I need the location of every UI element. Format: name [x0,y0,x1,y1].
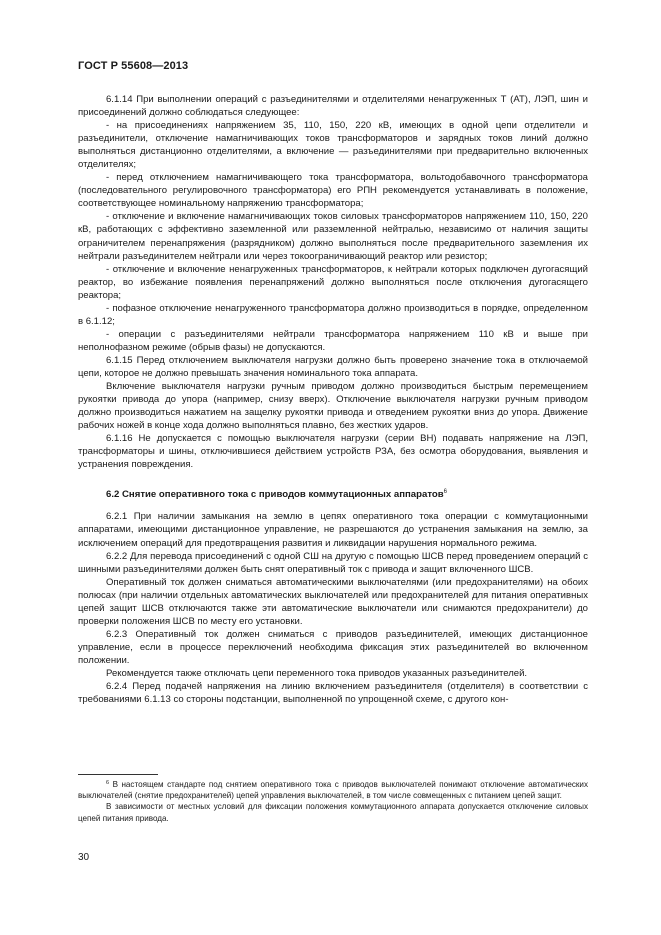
footnote-text: В настоящем стандарте под снятием оперативного тока с приводов выключателей понимают отключение автоматических выключателей (снятие предохранителей) цепей управления выключателей, в том числе совмещенных с питанием цепей защит. [78,780,589,801]
paragraph: Рекомендуется также отключать цепи переменного тока приводов указанных разъединителей. [106,667,528,679]
standard-header: ГОСТ Р 55608—2013 [78,60,189,72]
section-heading-text: 6.2 Снятие оперативного тока с приводов коммутационных аппаратов [106,489,444,501]
footnote-marker: 6 [106,780,110,786]
body-text [78,93,588,706]
paragraph: - перед отключением намагничивающего тока трансформатора, вольтодобавочного трансформатора (последовательного регулировочного трансформатора) его РПН рекомендуется устанавливать в положение, соответствующее номинальному напряжению трансформатора; [78,172,588,210]
paragraph: 6.2.4 Перед подачей напряжения на линию включением разъединителя (отделителя) в соответствии с требованиями 6.1.13 со стороны подстанции, выполненной по упрощенной схеме, с другого кон- [78,681,588,706]
footnotes [78,774,588,824]
footnote-text: В зависимости от местных условий для фиксации положения коммутационного аппарата допускается отключение силовых цепей питания привода. [78,802,588,823]
paragraph: 6.2.3 Оперативный ток должен сниматься с приводов разъединителей, имеющих дистанционное управление, если в процессе переключений необходима фиксация этих разъединителей во включенном положении. [78,628,588,666]
paragraph: 6.2.1 При наличии замыкания на землю в цепях оперативного тока операции с коммутационными аппаратами, имеющими дистанционное управление, не разрешаются до устранения замыкания на землю, за исключением операций для предотвращения развития и ликвидации нарушения нормального режима. [78,511,588,549]
paragraph: - пофазное отключение ненагруженного трансформатора должно производиться в порядке, определенном в 6.1.12; [78,302,588,327]
section-heading [78,486,588,501]
footnote [78,778,588,801]
paragraph: 6.1.14 При выполнении операций с разъединителями и отделителями ненагруженных Т (АТ), ЛЭП, шин и присоединений должно соблюдаться следующее: [78,94,588,119]
paragraph: Включение выключателя нагрузки ручным приводом должно производиться быстрым перемещением рукоятки привода до упора (например, снизу вверх). Отключение выключателя нагрузки ручным приводом должно производиться нажатием на защелку рукоятки привода и отведением рукоятки вниз до упора. Движение рабочих ножей в конце хода должно выполняться плавно, без жестких ударов. [78,381,588,432]
page-number: 30 [78,852,90,863]
footnote [78,801,588,823]
paragraph: - операции с разъединителями нейтрали трансформатора напряжением 110 кВ и выше при неполнофазном режиме (обрыв фазы) не допускаются. [78,328,588,353]
paragraph: 6.2.2 Для перевода присоединений с одной СШ на другую с помощью ШСВ перед проведением операций с шинными разъединителями должен быть снят оперативный ток с привода и защит включенного ШСВ. [78,550,588,575]
footnote-divider [78,774,158,775]
paragraph: - отключение и включение ненагруженных трансформаторов, к нейтрали которых подключен дугогасящий реактор, во избежание появления перенапряжений должно выполняться после отключения дугогасящего реактора; [78,263,588,301]
footnote-marker: 6 [443,489,447,496]
paragraph: - на присоединениях напряжением 35, 110, 150, 220 кВ, имеющих в одной цепи отделители и разъединители, отключение намагничивающих токов трансформаторов и зарядных токов линий должно выполняться дистанционно отделителями, а включение — разъединителями при предварительно включенных отделителях; [78,120,588,171]
paragraph: 6.1.15 Перед отключением выключателя нагрузки должно быть проверено значение тока в отключаемой цепи, которое не должно превышать значения номинального тока аппарата. [78,354,588,379]
paragraph: Оперативный ток должен сниматься автоматическими выключателями (или предохранителями) на обоих полюсах (при наличии отдельных автоматических выключателей или предохранителей для питания оперативных цепей защит ШСВ отключаются также эти автоматические выключатели или снимаются предохранители) до проверки положения ШСВ по месту его установки. [78,576,588,627]
paragraph: - отключение и включение намагничивающих токов силовых трансформаторов напряжением 110, 150, 220 кВ, работающих с эффективно заземленной или разземленной нейтралью, независимо от наличия защиты ограничителем перенапряжения (разрядником) должно выполняться после предварительного заземления их нейтрали разъединителем нейтрали или через токоограничивающий реактор или резистор; [78,211,588,262]
paragraph: 6.1.16 Не допускается с помощью выключателя нагрузки (серии ВН) подавать напряжение на ЛЭП, трансформаторы и шины, отключившиеся действием устройств РЗА, без осмотра оборудования, выявления и устранения повреждения. [78,433,588,471]
